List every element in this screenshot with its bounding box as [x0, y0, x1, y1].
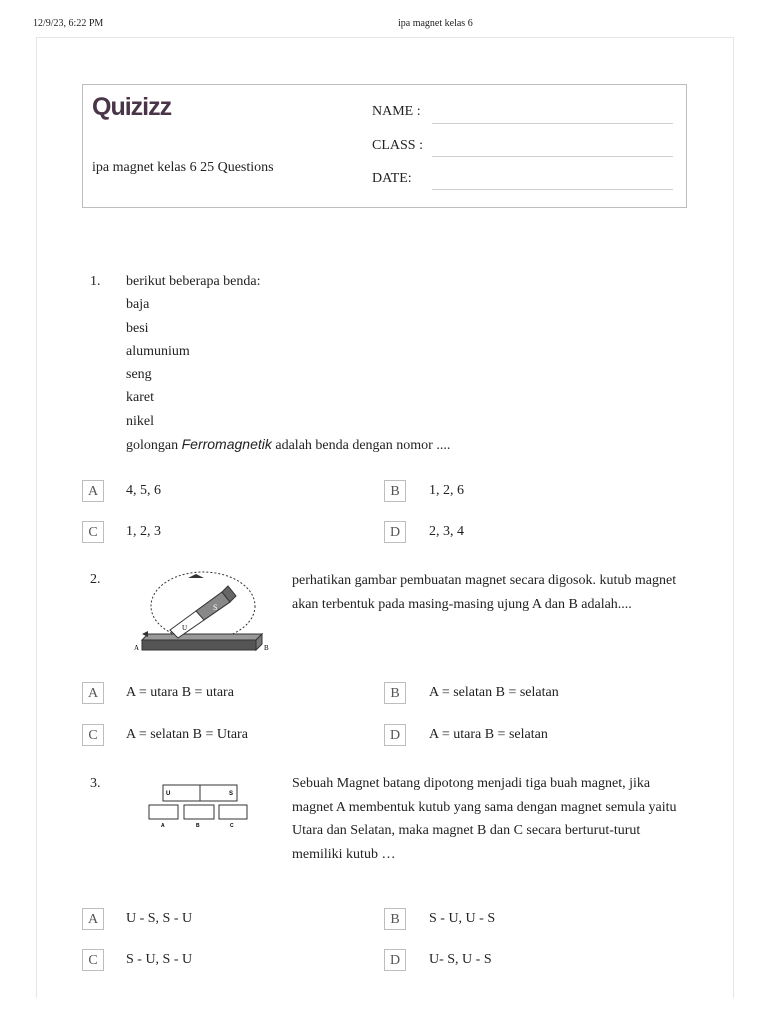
q1-option-b-box[interactable]: B: [384, 480, 406, 502]
q3-option-c-box[interactable]: C: [82, 949, 104, 971]
piece-label-c: C: [230, 823, 234, 829]
q2-option-d-text: A = utara B = selatan: [429, 727, 548, 742]
magnet-piece-c: [219, 805, 247, 819]
q1-option-a-text: 4, 5, 6: [126, 483, 161, 498]
q3-option-a-text: U - S, S - U: [126, 911, 193, 926]
q1-option-d-text: 2, 3, 4: [429, 524, 464, 539]
class-line: [432, 156, 673, 157]
date-label: DATE:: [372, 171, 412, 186]
question-1-line: karet: [126, 390, 154, 406]
magnet-piece-a: [149, 805, 178, 819]
figure-label-a: A: [134, 644, 140, 652]
q2-option-a-box[interactable]: A: [82, 682, 104, 704]
q2-option-b-text: A = selatan B = selatan: [429, 685, 559, 700]
magnet-stroking-figure: [130, 568, 275, 658]
iron-bar-top: [142, 634, 262, 640]
question-1-line: berikut beberapa benda:: [126, 274, 261, 289]
arrow-head-icon: [188, 574, 204, 578]
question-1-line: nikel: [126, 413, 154, 429]
name-label: NAME :: [372, 104, 421, 119]
question-count: 25 Questions: [200, 160, 274, 175]
q3-option-a-box[interactable]: A: [82, 908, 104, 930]
magnet-cutting-figure: [145, 782, 255, 830]
question-1-line: golongan Ferromagnetik adalah benda dengan nomor ....: [126, 436, 451, 454]
question-1-line: alumunium: [126, 343, 190, 359]
iron-bar-front: [142, 640, 256, 650]
quizizz-logo: Quizizz: [92, 93, 172, 121]
q1-option-c-box[interactable]: C: [82, 521, 104, 543]
question-1-number: 1.: [90, 274, 101, 289]
name-line: [432, 123, 673, 124]
piece-label-b: B: [196, 823, 200, 829]
print-doc-title: ipa magnet kelas 6: [398, 18, 473, 29]
q1-option-a-box[interactable]: A: [82, 480, 104, 502]
original-label-s: S: [229, 791, 234, 797]
q2-option-c-text: A = selatan B = Utara: [126, 727, 248, 742]
q3-option-d-box[interactable]: D: [384, 949, 406, 971]
q1-option-c-text: 1, 2, 3: [126, 524, 161, 539]
question-1-text: [126, 270, 450, 457]
q2-option-a-text: A = utara B = utara: [126, 685, 234, 700]
q2-option-d-box[interactable]: D: [384, 724, 406, 746]
figure-label-u: U: [182, 624, 188, 632]
class-label: CLASS :: [372, 138, 423, 153]
q3-option-d-text: U- S, U - S: [429, 952, 492, 967]
question-1-line: besi: [126, 320, 149, 336]
question-2-number: 2.: [90, 572, 101, 587]
magnet-piece-b: [184, 805, 214, 819]
q3-option-b-text: S - U, U - S: [429, 911, 496, 926]
question-3-text: Sebuah Magnet batang dipotong menjadi tiga buah magnet, jika magnet A membentuk kutub yang sama dengan magnet semula yaitu Utara dan Selatan, maka magnet B dan C secara berturut-turut memiliki kutub …: [292, 776, 677, 862]
date-line: [432, 189, 673, 190]
figure-label-b: B: [264, 644, 269, 652]
q2-option-c-box[interactable]: C: [82, 724, 104, 746]
question-1-line: seng: [126, 367, 152, 383]
print-datetime: 12/9/23, 6:22 PM: [33, 18, 104, 29]
question-1-line: baja: [126, 297, 150, 313]
piece-label-a: A: [161, 823, 165, 829]
q2-option-b-box[interactable]: B: [384, 682, 406, 704]
figure-label-s: S: [213, 603, 218, 612]
ferromagnetik-term: Ferromagnetik: [181, 436, 272, 453]
quiz-title: ipa magnet kelas 6: [92, 160, 197, 175]
question-2-text: perhatikan gambar pembuatan magnet secara digosok. kutub magnet akan terbentuk pada masing-masing ujung A dan B adalah....: [292, 573, 677, 612]
original-label-u: U: [166, 791, 171, 797]
q3-option-c-text: S - U, S - U: [126, 952, 193, 967]
q1-option-d-box[interactable]: D: [384, 521, 406, 543]
q3-option-b-box[interactable]: B: [384, 908, 406, 930]
direction-arrow-icon: [142, 631, 148, 637]
q1-option-b-text: 1, 2, 6: [429, 483, 464, 498]
question-3-number: 3.: [90, 776, 101, 791]
quiz-subtitle: [92, 160, 274, 176]
